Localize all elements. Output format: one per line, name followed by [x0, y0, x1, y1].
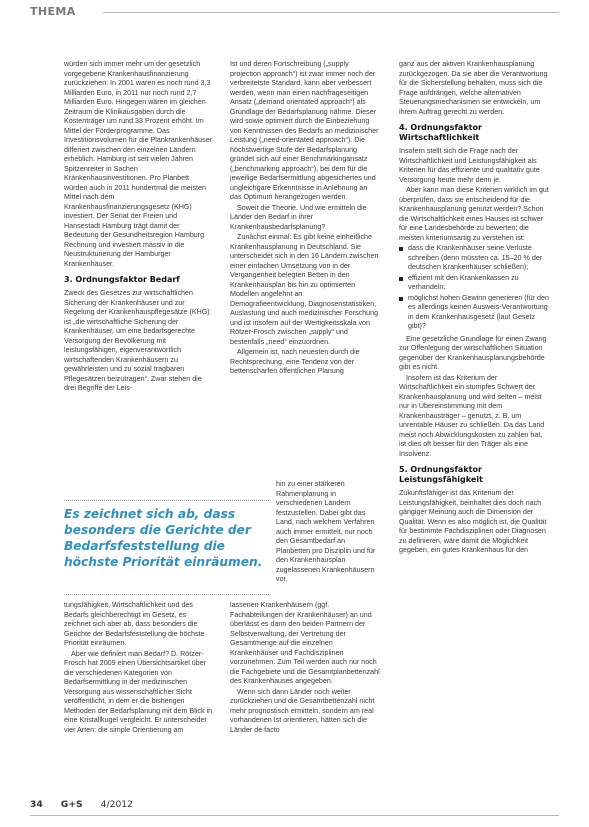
paragraph: Eine gesetzliche Grundlage für einen Zwang zur Offenlegung der wirtschaftlichen Situation gegenüber der Krankenhausplanungsbehörde gibt es nicht.: [399, 334, 547, 371]
pullquote-rule-bottom: [64, 594, 269, 595]
list-item: effizient mit den Krankenkassen zu verhandeln;: [399, 274, 549, 293]
paragraph: hin zu einer stärkeren Rahmenplanung in verschiedenen Ländern festzustellen. Dabei gibt das Land, nach welchem Verfahren auch immer ermittelt, nur noch den Gesamtbedarf an Planbetten pro Disziplin und für den Krankenhausplan zugelassenen Krankenhäusern vor.: [276, 480, 376, 583]
paragraph: Insofern stellt sich die Frage nach der Wirtschaftlichkeit und Leistungsfähigkeit als Kriterien für das effiziente und qualitativ gute Versorgung heute mehr denn je.: [399, 147, 540, 184]
paragraph: lassenen Krankenhäusern (ggf. Fachabteilungen der Krankenhäuser) an und überlässt es dann den beiden Partnern der Selbstverwaltung, der Vertretung der Gesamtmenge auf die einzelnen Krankenhäuser und Fachdisziplinen vorzunehmen. Zum Teil werden auch nur noch die Fachgebiete und die Gesamtplanbettenzahl des Krankenhauses angegeben.: [230, 601, 380, 685]
paragraph: Aber wie definiert man Bedarf? D. Rötzer-Frosch hat 2009 einen Übersichtsartikel über die verschiedenen Kategorien von Bedarfsermittlung in der medizinischen Versorgung aus wissenschaftlicher Sicht veröffentlicht, in dem er die bisherigen Methoden der Bedarfsplanung mit dem Blick in eine Kristallkugel vergleicht. Er unterscheidet vier Arten: die simple Orientierung am: [64, 649, 213, 734]
paragraph: Aber kann man diese Kriterien wirklich im gut überprüfen, dass sie entscheidend für die Krankenhausplanung genutzt werden? Schon die Wirtschaftlichkeit eines Hauses ist schwer für eine Landesbehörde zu bewerten; die meisten kriteriumsartig zu verstehen ist:: [399, 186, 549, 242]
section-label: THEMA: [30, 5, 76, 18]
brand-logo: G+S: [60, 799, 83, 810]
page-number: 34: [30, 799, 43, 810]
column-3: [399, 60, 549, 557]
paragraph: ganz aus der aktiven Krankenhausplanung zurückgezogen. Da sie aber die Verantwortung für die Sicherstellung behalten, muss sich die Frage aufdrängen, welche alternativen Steuerungsmechanismen sie entwickeln, um ihrem Auftrag gerecht zu werden.: [399, 60, 548, 116]
paragraph: würden sich immer mehr um der gesetzlich vorgegebene Krankenhausfinanzierung zurückziehen: In 2001 waren es noch rund 3,3 Milliarden Euro, in 2011 nur noch rund 2,7 Milliarden Euro. Hingegen wären im gleichen Zeitraum die Klinikausgaben durch die Kostenträger um rund 33 Prozent erhöht. Im Mittel der Förderprogramme. Das Investitionsvolumen für die Plankrankenhäuser differiert zwischen den einzelnen Ländern erheblich. Hamburg ist seit vielen Jahren Spitzenreiter in Sachen Krankenhausinvestitionen. Pro Planbett würden auch in 2011 hundertmal die meisten Mittel nach dem Krankenhausfinanzierungsgesetz (KHG) investiert. Der Senat der Freien und Hansestadt Hamburg trägt damit der Bedeutung der Gesundheitsregion Hamburg Rechnung und investiert massiv in die Neustrukturierung der Hamburger Krankenhäuser.: [64, 60, 213, 268]
pullquote-rule-top: [64, 500, 269, 501]
issue-number: 4/2012: [100, 799, 133, 810]
footer-rule: [30, 815, 559, 816]
paragraph: Insofern ist das Kriterium der Wirtschaftlichkeit ein stumpfes Schwert der Krankenhausplanung und wird selten – meist nur in Übereinstimmung mit dem Krankenhausträger – genutzt, z. B. um unrentable Häuser zu schließen. Da das Land meist noch Abwicklungskosten zu zahlen hat, ist dies oft besser für den Träger als eine Insolvenz.: [399, 373, 545, 458]
paragraph: Allgemein ist, nach neuesten durch die Rechtsprechung, eine Tendenz von der bettenscharfen öffentlichen Planung: [230, 348, 360, 375]
paragraph: Ist und deren Fortschreibung („supply projection approach“) ist zwar immer noch der verbreitetste Standard, kann aber verbessert werden, wenn man einen nachfrageseitigen Ansatz („demand orientated approach“) als Grundlage der Bedarfsplanung nähme. Dieser wird sowie optimiert durch die Einbeziehung von Kenntnissen des Bedarfs an medizinischer Leistung („need-orientated approach“). Die höchstwertige Stufe der Bedarfsplanung gründet sich auf einer Benchmarkingansatz („benchmarking approach“), bei dem für die jeweilige Bedarfsermittlung abgesichertes und ungleichgare Erkenntnisse in Anlehnung an das Optimum herangezogen werden.: [230, 60, 379, 201]
column-1-bottom: [64, 601, 214, 736]
column-2-side: [276, 480, 380, 586]
paragraph: Wenn sich dann Länder noch weiter zurückziehen und die Gesamtbettenzahl nicht mehr prognostisch ermitteln, sondern am real vorhandenen Ist orientieren, hätten sich die Länder de facto: [230, 687, 375, 734]
heading-bedarf: 3. Ordnungsfaktor Bedarf: [64, 275, 180, 284]
page-footer: [30, 799, 133, 810]
paragraph: Soweit die Theorie. Und wie ermitteln die Länder den Bedarf in ihrer Krankenhausbedarfsplanung?: [230, 203, 367, 231]
paragraph: Zweck des Gesetzes zur wirtschaftlichen Sicherung der Krankenhäuser und zur Regelung der Krankenhauspflegesätze (KHG) ist „die wirtschaftliche Sicherung der Krankenhäuser, um eine bedarfsgerechte Versorgung der Bevölkerung mit leistungsfähigen, eigenverantwortlich wirtschaftenden Krankenhäusern zu gewährleisten und zu sozial tragbaren Pflegesätzen beizutragen“. Zwar stehen die drei Begriffe der Leis-: [64, 289, 210, 392]
column-2-bottom: [230, 601, 380, 736]
list-item: möglichst hohen Gewinn generieren (für den es allerdings keinen Ausweis-Verantwortung in dem Krankenhausgesetz (laut Gesetz gibt)?: [399, 294, 549, 332]
column-2-top: [230, 60, 380, 378]
paragraph: tungsfähigkeit, Wirtschaftlichkeit und des Bedarfs gleichberechtigt im Gesetz, es zeichnet sich aber ab, dass besonders die Gerichte der Bedarfsfeststellung die höchste Priorität einräumen.: [64, 601, 205, 647]
bullet-list: [399, 244, 549, 332]
pullquote: Es zeichnet sich ab, dass besonders die Gerichte der Bedarfsfeststellung die höchste Priorität einräumen.: [64, 507, 263, 569]
heading-leistungsfaehigkeit: 5. Ordnungsfaktor Leistungsfähigkeit: [399, 465, 483, 484]
list-item: dass die Krankenhäuser seine Verluste schreiben (denn müssten ca. 15–20 % der deutschen Krankenhäuser schließen);: [399, 244, 549, 273]
header-rule: [103, 12, 559, 13]
paragraph: Zukunftsfähiger ist das Kriterium der Leistungsfähigkeit, beinhaltet dies doch nach gängiger Meinung auch die Dimension der Qualität. Wenn es also möglich ist, die Qualität für bestimmte Fachdisziplinen oder Diagnosen zu definieren, wäre damit die Möglichkeit gegeben, ein gutes Krankenhaus für den: [399, 489, 547, 554]
paragraph: Zunächst einmal: Es gibt keine einheitliche Krankenhausplanung in Deutschland. Sie unterscheidet sich in den 16 Ländern zwischen einer einfachen Umsetzung von in der Vergangenheit belegten Betten in den Krankenhausplan bis hin zu optimierten Modellen angelehnt an Demografieentwicklung, Diagnosenstatistiken, Auslastung und auch medizinischer Forschung und ist insofern auf der Wertigkeitsskala von Rötzer-Frosch zwischen „supply“ und bestenfalls „need“ einzuordnen.: [230, 233, 379, 346]
column-1-top: [64, 60, 214, 395]
heading-wirtschaftlichkeit: 4. Ordnungsfaktor Wirtschaftlichkeit: [399, 123, 482, 142]
